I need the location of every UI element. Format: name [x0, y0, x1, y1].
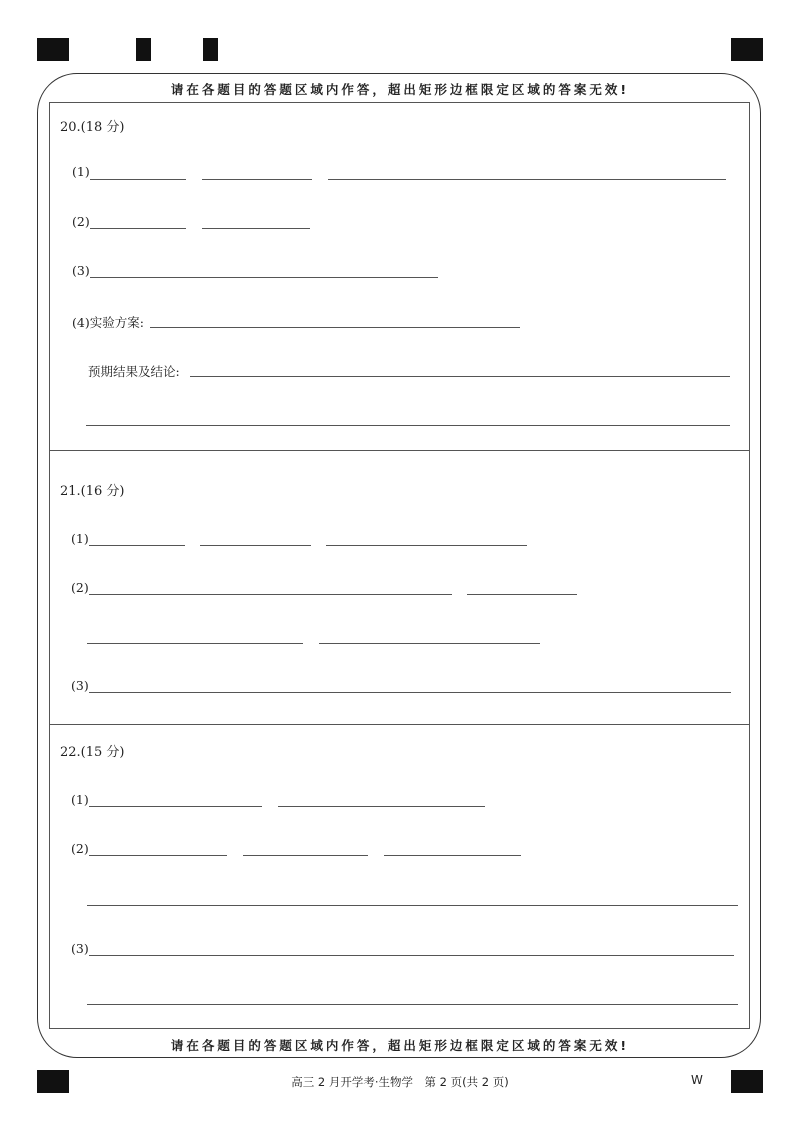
q22-part2-blank-3[interactable]: [384, 855, 521, 856]
q20-part2-blank-1[interactable]: [90, 228, 186, 229]
question-20-title: 20.(18 分): [60, 120, 125, 135]
q22-part2-blank-4[interactable]: [87, 905, 738, 906]
question-22: [50, 724, 749, 1030]
q20-part1-blank-2[interactable]: [202, 179, 312, 180]
warning-top: 请在各题目的答题区域内作答，超出矩形边框限定区域的答案无效!: [170, 82, 630, 97]
q20-part4-blank-1[interactable]: [150, 327, 520, 328]
q22-part2-blank-2[interactable]: [243, 855, 368, 856]
answer-box: [49, 102, 750, 1029]
question-22-title: 22.(15 分): [60, 745, 125, 760]
q21-part3-blank-1[interactable]: [89, 692, 731, 693]
q20-part3-label: (3): [72, 263, 90, 278]
q21-part2-label: (2): [71, 580, 89, 595]
q21-part2-blank-3[interactable]: [87, 643, 303, 644]
q21-part1-label: (1): [71, 531, 89, 546]
q20-part4-result-blank-1[interactable]: [190, 376, 730, 377]
q21-part2-blank-4[interactable]: [319, 643, 540, 644]
q21-part3-label: (3): [71, 678, 89, 693]
q20-part4-result-blank-2[interactable]: [86, 425, 730, 426]
q20-part2-label: (2): [72, 214, 90, 229]
q21-part1-blank-2[interactable]: [200, 545, 311, 546]
page-footer: 高三 2 月开学考·生物学 第 2 页(共 2 页): [291, 1075, 509, 1089]
q22-part1-label: (1): [71, 792, 89, 807]
warning-bottom: 请在各题目的答题区域内作答，超出矩形边框限定区域的答案无效!: [170, 1038, 630, 1053]
q22-part2-blank-1[interactable]: [89, 855, 227, 856]
question-20: [50, 103, 749, 450]
q20-part1-label: (1): [72, 164, 90, 179]
alignment-mark-top-left: [37, 38, 69, 61]
alignment-mark-top-2: [136, 38, 151, 61]
q22-part3-label: (3): [71, 941, 89, 956]
q21-part2-blank-1[interactable]: [89, 594, 452, 595]
alignment-mark-top-3: [203, 38, 218, 61]
q22-part3-blank-2[interactable]: [87, 1004, 738, 1005]
q21-part1-blank-3[interactable]: [326, 545, 527, 546]
q22-part1-blank-2[interactable]: [278, 806, 485, 807]
q21-part2-blank-2[interactable]: [467, 594, 577, 595]
q22-part2-label: (2): [71, 841, 89, 856]
q20-part4-label: (4)实验方案:: [72, 315, 144, 330]
q20-part1-blank-1[interactable]: [90, 179, 186, 180]
corner-mark: W: [691, 1073, 703, 1087]
q20-part2-blank-2[interactable]: [202, 228, 310, 229]
q22-part1-blank-1[interactable]: [89, 806, 262, 807]
question-21-title: 21.(16 分): [60, 484, 125, 499]
q20-part1-blank-3[interactable]: [328, 179, 726, 180]
alignment-mark-top-right: [731, 38, 763, 61]
q20-part3-blank-1[interactable]: [90, 277, 438, 278]
q21-part1-blank-1[interactable]: [89, 545, 185, 546]
question-21: [50, 450, 749, 724]
q20-part4-result-label: 预期结果及结论:: [88, 364, 180, 379]
q22-part3-blank-1[interactable]: [89, 955, 734, 956]
